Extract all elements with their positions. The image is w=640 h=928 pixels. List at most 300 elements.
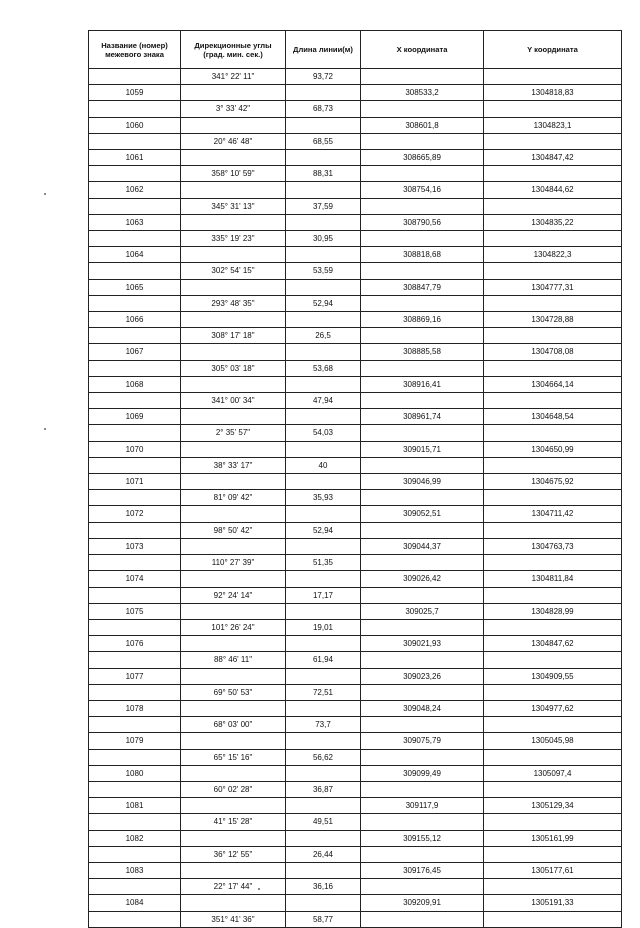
point-row — [89, 150, 622, 166]
line-length-cell: 61,94 — [286, 652, 361, 668]
scan-speck — [44, 428, 46, 430]
x-coordinate-cell: 308961,74 — [361, 409, 484, 425]
y-coordinate-cell — [484, 101, 622, 117]
y-coordinate-cell — [484, 846, 622, 862]
line-length-cell: 52,94 — [286, 522, 361, 538]
line-length-cell: 51,35 — [286, 555, 361, 571]
line-length-cell — [286, 636, 361, 652]
segment-row — [89, 814, 622, 830]
x-coordinate-cell: 309015,71 — [361, 441, 484, 457]
line-length-cell: 19,01 — [286, 619, 361, 635]
line-length-cell: 30,95 — [286, 231, 361, 247]
marker-name-cell: 1077 — [89, 668, 181, 684]
x-coordinate-cell — [361, 879, 484, 895]
x-coordinate-cell: 309052,51 — [361, 506, 484, 522]
y-coordinate-cell — [484, 587, 622, 603]
direction-angle-cell: 341° 00' 34" — [181, 393, 286, 409]
line-length-cell: 37,59 — [286, 198, 361, 214]
y-coordinate-cell — [484, 166, 622, 182]
y-coordinate-cell: 1305191,33 — [484, 895, 622, 911]
x-coordinate-cell — [361, 684, 484, 700]
point-row — [89, 668, 622, 684]
marker-name-cell — [89, 781, 181, 797]
marker-name-cell — [89, 684, 181, 700]
x-coordinate-cell — [361, 133, 484, 149]
marker-name-cell — [89, 846, 181, 862]
segment-row — [89, 490, 622, 506]
line-length-cell: 53,59 — [286, 263, 361, 279]
y-coordinate-cell: 1304675,92 — [484, 474, 622, 490]
y-coordinate-cell — [484, 295, 622, 311]
marker-name-cell — [89, 198, 181, 214]
x-coordinate-cell: 309209,91 — [361, 895, 484, 911]
y-coordinate-cell: 1304711,42 — [484, 506, 622, 522]
line-length-cell: 93,72 — [286, 69, 361, 85]
segment-row — [89, 781, 622, 797]
point-row — [89, 862, 622, 878]
direction-angle-cell — [181, 603, 286, 619]
x-coordinate-cell — [361, 814, 484, 830]
marker-name-cell — [89, 69, 181, 85]
point-row — [89, 344, 622, 360]
point-row — [89, 279, 622, 295]
direction-angle-cell — [181, 312, 286, 328]
x-coordinate-cell: 309155,12 — [361, 830, 484, 846]
y-coordinate-cell — [484, 231, 622, 247]
direction-angle-cell — [181, 247, 286, 263]
direction-angle-cell: 302° 54' 15" — [181, 263, 286, 279]
segment-row — [89, 133, 622, 149]
line-length-cell: 17,17 — [286, 587, 361, 603]
marker-name-cell: 1060 — [89, 117, 181, 133]
x-coordinate-cell — [361, 911, 484, 927]
marker-name-cell — [89, 522, 181, 538]
y-coordinate-cell — [484, 814, 622, 830]
marker-name-cell — [89, 166, 181, 182]
segment-row — [89, 749, 622, 765]
line-length-cell — [286, 895, 361, 911]
y-coordinate-cell: 1304835,22 — [484, 214, 622, 230]
marker-name-cell: 1061 — [89, 150, 181, 166]
line-length-cell — [286, 344, 361, 360]
marker-name-cell — [89, 555, 181, 571]
direction-angle-cell — [181, 409, 286, 425]
direction-angle-cell: 68° 03' 00" — [181, 717, 286, 733]
line-length-cell: 54,03 — [286, 425, 361, 441]
direction-angle-cell: 60° 02' 28" — [181, 781, 286, 797]
y-coordinate-cell: 1305045,98 — [484, 733, 622, 749]
segment-row — [89, 587, 622, 603]
x-coordinate-cell: 308885,58 — [361, 344, 484, 360]
x-coordinate-cell: 309117,9 — [361, 798, 484, 814]
marker-name-cell: 1065 — [89, 279, 181, 295]
marker-name-cell — [89, 425, 181, 441]
segment-row — [89, 457, 622, 473]
line-length-cell: 68,73 — [286, 101, 361, 117]
x-coordinate-cell — [361, 652, 484, 668]
direction-angle-cell: 293° 48' 35" — [181, 295, 286, 311]
marker-name-cell — [89, 295, 181, 311]
direction-angle-cell: 88° 46' 11" — [181, 652, 286, 668]
segment-row — [89, 911, 622, 927]
point-row — [89, 474, 622, 490]
y-coordinate-cell — [484, 879, 622, 895]
y-coordinate-cell — [484, 69, 622, 85]
y-coordinate-cell: 1304847,42 — [484, 150, 622, 166]
direction-angle-cell: 351° 41' 36" — [181, 911, 286, 927]
point-row — [89, 85, 622, 101]
point-row — [89, 733, 622, 749]
line-length-cell — [286, 441, 361, 457]
line-length-cell: 56,62 — [286, 749, 361, 765]
x-coordinate-cell: 308601,8 — [361, 117, 484, 133]
x-coordinate-cell — [361, 457, 484, 473]
line-length-cell: 35,93 — [286, 490, 361, 506]
x-coordinate-cell — [361, 198, 484, 214]
line-length-cell: 36,16 — [286, 879, 361, 895]
direction-angle-cell — [181, 571, 286, 587]
scan-speck — [258, 888, 260, 890]
x-coordinate-cell — [361, 749, 484, 765]
segment-row — [89, 198, 622, 214]
marker-name-cell — [89, 393, 181, 409]
marker-name-cell: 1067 — [89, 344, 181, 360]
y-coordinate-cell: 1304847,62 — [484, 636, 622, 652]
line-length-cell: 72,51 — [286, 684, 361, 700]
direction-angle-cell — [181, 214, 286, 230]
marker-name-cell: 1078 — [89, 700, 181, 716]
x-coordinate-cell: 309026,42 — [361, 571, 484, 587]
direction-angle-cell — [181, 798, 286, 814]
marker-name-cell — [89, 490, 181, 506]
marker-name-cell: 1064 — [89, 247, 181, 263]
x-coordinate-cell: 309099,49 — [361, 765, 484, 781]
marker-name-cell — [89, 360, 181, 376]
x-coordinate-cell — [361, 425, 484, 441]
y-coordinate-cell: 1304844,62 — [484, 182, 622, 198]
marker-name-cell: 1071 — [89, 474, 181, 490]
point-row — [89, 571, 622, 587]
marker-name-cell: 1066 — [89, 312, 181, 328]
direction-angle-cell — [181, 474, 286, 490]
marker-name-cell: 1083 — [89, 862, 181, 878]
segment-row — [89, 166, 622, 182]
y-coordinate-cell — [484, 911, 622, 927]
line-length-cell — [286, 474, 361, 490]
line-length-cell — [286, 571, 361, 587]
direction-angle-cell: 98° 50' 42" — [181, 522, 286, 538]
y-coordinate-cell — [484, 457, 622, 473]
marker-name-cell: 1073 — [89, 538, 181, 554]
y-coordinate-cell: 1304763,73 — [484, 538, 622, 554]
point-row — [89, 603, 622, 619]
line-length-cell: 73,7 — [286, 717, 361, 733]
x-coordinate-cell: 308533,2 — [361, 85, 484, 101]
line-length-cell: 26,5 — [286, 328, 361, 344]
segment-row — [89, 263, 622, 279]
x-coordinate-cell — [361, 490, 484, 506]
line-length-cell — [286, 150, 361, 166]
y-coordinate-cell — [484, 198, 622, 214]
point-row — [89, 830, 622, 846]
line-length-cell — [286, 376, 361, 392]
point-row — [89, 312, 622, 328]
direction-angle-cell: 65° 15' 16" — [181, 749, 286, 765]
y-coordinate-cell — [484, 393, 622, 409]
marker-name-cell — [89, 619, 181, 635]
point-row — [89, 441, 622, 457]
boundary-coordinates-table — [88, 30, 622, 928]
segment-row — [89, 231, 622, 247]
direction-angle-cell — [181, 150, 286, 166]
line-length-cell: 52,94 — [286, 295, 361, 311]
y-coordinate-cell — [484, 749, 622, 765]
line-length-cell: 49,51 — [286, 814, 361, 830]
line-length-cell: 47,94 — [286, 393, 361, 409]
marker-name-cell: 1080 — [89, 765, 181, 781]
y-coordinate-cell — [484, 263, 622, 279]
y-coordinate-cell — [484, 619, 622, 635]
segment-row — [89, 425, 622, 441]
x-coordinate-cell — [361, 69, 484, 85]
segment-row — [89, 360, 622, 376]
direction-angle-cell: 81° 09' 42" — [181, 490, 286, 506]
x-coordinate-cell: 309075,79 — [361, 733, 484, 749]
line-length-cell — [286, 247, 361, 263]
direction-angle-cell: 305° 03' 18" — [181, 360, 286, 376]
y-coordinate-cell: 1304811,84 — [484, 571, 622, 587]
x-coordinate-cell: 308790,56 — [361, 214, 484, 230]
x-coordinate-cell — [361, 522, 484, 538]
marker-name-cell — [89, 457, 181, 473]
direction-angle-cell: 41° 15' 28" — [181, 814, 286, 830]
marker-name-cell — [89, 814, 181, 830]
y-coordinate-cell — [484, 328, 622, 344]
direction-angle-cell: 69° 50' 53" — [181, 684, 286, 700]
direction-angle-cell: 308° 17' 18" — [181, 328, 286, 344]
y-coordinate-cell — [484, 490, 622, 506]
direction-angle-cell — [181, 441, 286, 457]
header-y-coordinate: Y координата — [484, 31, 622, 69]
direction-angle-cell — [181, 830, 286, 846]
point-row — [89, 538, 622, 554]
marker-name-cell — [89, 263, 181, 279]
direction-angle-cell: 345° 31' 13" — [181, 198, 286, 214]
marker-name-cell: 1069 — [89, 409, 181, 425]
line-length-cell — [286, 668, 361, 684]
marker-name-cell: 1068 — [89, 376, 181, 392]
line-length-cell — [286, 117, 361, 133]
x-coordinate-cell: 309023,26 — [361, 668, 484, 684]
line-length-cell: 68,55 — [286, 133, 361, 149]
marker-name-cell: 1062 — [89, 182, 181, 198]
y-coordinate-cell — [484, 652, 622, 668]
line-length-cell — [286, 312, 361, 328]
marker-name-cell — [89, 328, 181, 344]
direction-angle-cell — [181, 636, 286, 652]
direction-angle-cell: 38° 33' 17" — [181, 457, 286, 473]
header-row — [89, 31, 622, 69]
line-length-cell: 40 — [286, 457, 361, 473]
x-coordinate-cell: 309044,37 — [361, 538, 484, 554]
y-coordinate-cell: 1304728,88 — [484, 312, 622, 328]
line-length-cell — [286, 733, 361, 749]
x-coordinate-cell — [361, 393, 484, 409]
direction-angle-cell — [181, 85, 286, 101]
direction-angle-cell: 36° 12' 55" — [181, 846, 286, 862]
marker-name-cell: 1084 — [89, 895, 181, 911]
marker-name-cell: 1079 — [89, 733, 181, 749]
segment-row — [89, 652, 622, 668]
line-length-cell — [286, 538, 361, 554]
x-coordinate-cell — [361, 263, 484, 279]
x-coordinate-cell — [361, 846, 484, 862]
point-row — [89, 117, 622, 133]
marker-name-cell: 1072 — [89, 506, 181, 522]
line-length-cell: 88,31 — [286, 166, 361, 182]
y-coordinate-cell — [484, 425, 622, 441]
direction-angle-cell — [181, 117, 286, 133]
line-length-cell — [286, 214, 361, 230]
y-coordinate-cell — [484, 684, 622, 700]
line-length-cell — [286, 830, 361, 846]
y-coordinate-cell: 1305177,61 — [484, 862, 622, 878]
segment-row — [89, 555, 622, 571]
direction-angle-cell: 358° 10' 59" — [181, 166, 286, 182]
x-coordinate-cell: 309021,93 — [361, 636, 484, 652]
marker-name-cell — [89, 749, 181, 765]
direction-angle-cell — [181, 506, 286, 522]
direction-angle-cell — [181, 182, 286, 198]
point-row — [89, 247, 622, 263]
marker-name-cell — [89, 133, 181, 149]
header-line-length: Длина линии(м) — [286, 31, 361, 69]
x-coordinate-cell — [361, 231, 484, 247]
marker-name-cell: 1081 — [89, 798, 181, 814]
line-length-cell — [286, 798, 361, 814]
marker-name-cell: 1076 — [89, 636, 181, 652]
segment-row — [89, 101, 622, 117]
segment-row — [89, 522, 622, 538]
direction-angle-cell — [181, 862, 286, 878]
y-coordinate-cell: 1304648,54 — [484, 409, 622, 425]
point-row — [89, 895, 622, 911]
x-coordinate-cell: 308818,68 — [361, 247, 484, 263]
segment-row — [89, 328, 622, 344]
direction-angle-cell — [181, 765, 286, 781]
y-coordinate-cell: 1304777,31 — [484, 279, 622, 295]
x-coordinate-cell — [361, 587, 484, 603]
x-coordinate-cell: 308916,41 — [361, 376, 484, 392]
marker-name-cell — [89, 911, 181, 927]
marker-name-cell — [89, 101, 181, 117]
marker-name-cell — [89, 879, 181, 895]
line-length-cell — [286, 409, 361, 425]
y-coordinate-cell: 1305097,4 — [484, 765, 622, 781]
x-coordinate-cell — [361, 619, 484, 635]
line-length-cell — [286, 85, 361, 101]
x-coordinate-cell — [361, 295, 484, 311]
point-row — [89, 182, 622, 198]
y-coordinate-cell: 1304828,99 — [484, 603, 622, 619]
direction-angle-cell — [181, 733, 286, 749]
scan-speck — [44, 193, 46, 195]
line-length-cell — [286, 765, 361, 781]
point-row — [89, 798, 622, 814]
direction-angle-cell: 110° 27' 39" — [181, 555, 286, 571]
marker-name-cell: 1074 — [89, 571, 181, 587]
line-length-cell — [286, 506, 361, 522]
y-coordinate-cell: 1304909,55 — [484, 668, 622, 684]
marker-name-cell: 1070 — [89, 441, 181, 457]
marker-name-cell: 1082 — [89, 830, 181, 846]
direction-angle-cell — [181, 895, 286, 911]
point-row — [89, 409, 622, 425]
x-coordinate-cell: 309176,45 — [361, 862, 484, 878]
point-row — [89, 636, 622, 652]
x-coordinate-cell — [361, 328, 484, 344]
header-direction-angle: Дирекционные углы (град. мин. сек.) — [181, 31, 286, 69]
y-coordinate-cell — [484, 360, 622, 376]
y-coordinate-cell: 1304823,1 — [484, 117, 622, 133]
x-coordinate-cell: 309046,99 — [361, 474, 484, 490]
segment-row — [89, 846, 622, 862]
direction-angle-cell: 22° 17' 44" — [181, 879, 286, 895]
marker-name-cell — [89, 587, 181, 603]
direction-angle-cell — [181, 279, 286, 295]
x-coordinate-cell: 308847,79 — [361, 279, 484, 295]
y-coordinate-cell: 1305129,34 — [484, 798, 622, 814]
segment-row — [89, 879, 622, 895]
x-coordinate-cell: 308665,89 — [361, 150, 484, 166]
line-length-cell — [286, 862, 361, 878]
y-coordinate-cell: 1304977,62 — [484, 700, 622, 716]
y-coordinate-cell: 1304664,14 — [484, 376, 622, 392]
direction-angle-cell: 335° 19' 23" — [181, 231, 286, 247]
line-length-cell: 58,77 — [286, 911, 361, 927]
point-row — [89, 506, 622, 522]
direction-angle-cell: 92° 24' 14" — [181, 587, 286, 603]
direction-angle-cell: 20° 46' 48" — [181, 133, 286, 149]
direction-angle-cell: 2° 35' 57" — [181, 425, 286, 441]
direction-angle-cell — [181, 700, 286, 716]
segment-row — [89, 717, 622, 733]
header-x-coordinate: X координата — [361, 31, 484, 69]
line-length-cell: 26,44 — [286, 846, 361, 862]
y-coordinate-cell — [484, 781, 622, 797]
y-coordinate-cell: 1305161,99 — [484, 830, 622, 846]
segment-row — [89, 393, 622, 409]
point-row — [89, 765, 622, 781]
table-body — [89, 69, 622, 928]
y-coordinate-cell: 1304822,3 — [484, 247, 622, 263]
direction-angle-cell — [181, 668, 286, 684]
direction-angle-cell — [181, 376, 286, 392]
segment-row — [89, 69, 622, 85]
x-coordinate-cell: 309048,24 — [361, 700, 484, 716]
point-row — [89, 700, 622, 716]
line-length-cell — [286, 182, 361, 198]
segment-row — [89, 295, 622, 311]
x-coordinate-cell — [361, 781, 484, 797]
marker-name-cell — [89, 652, 181, 668]
line-length-cell — [286, 279, 361, 295]
marker-name-cell: 1059 — [89, 85, 181, 101]
marker-name-cell: 1063 — [89, 214, 181, 230]
x-coordinate-cell: 308754,16 — [361, 182, 484, 198]
direction-angle-cell — [181, 344, 286, 360]
direction-angle-cell — [181, 538, 286, 554]
